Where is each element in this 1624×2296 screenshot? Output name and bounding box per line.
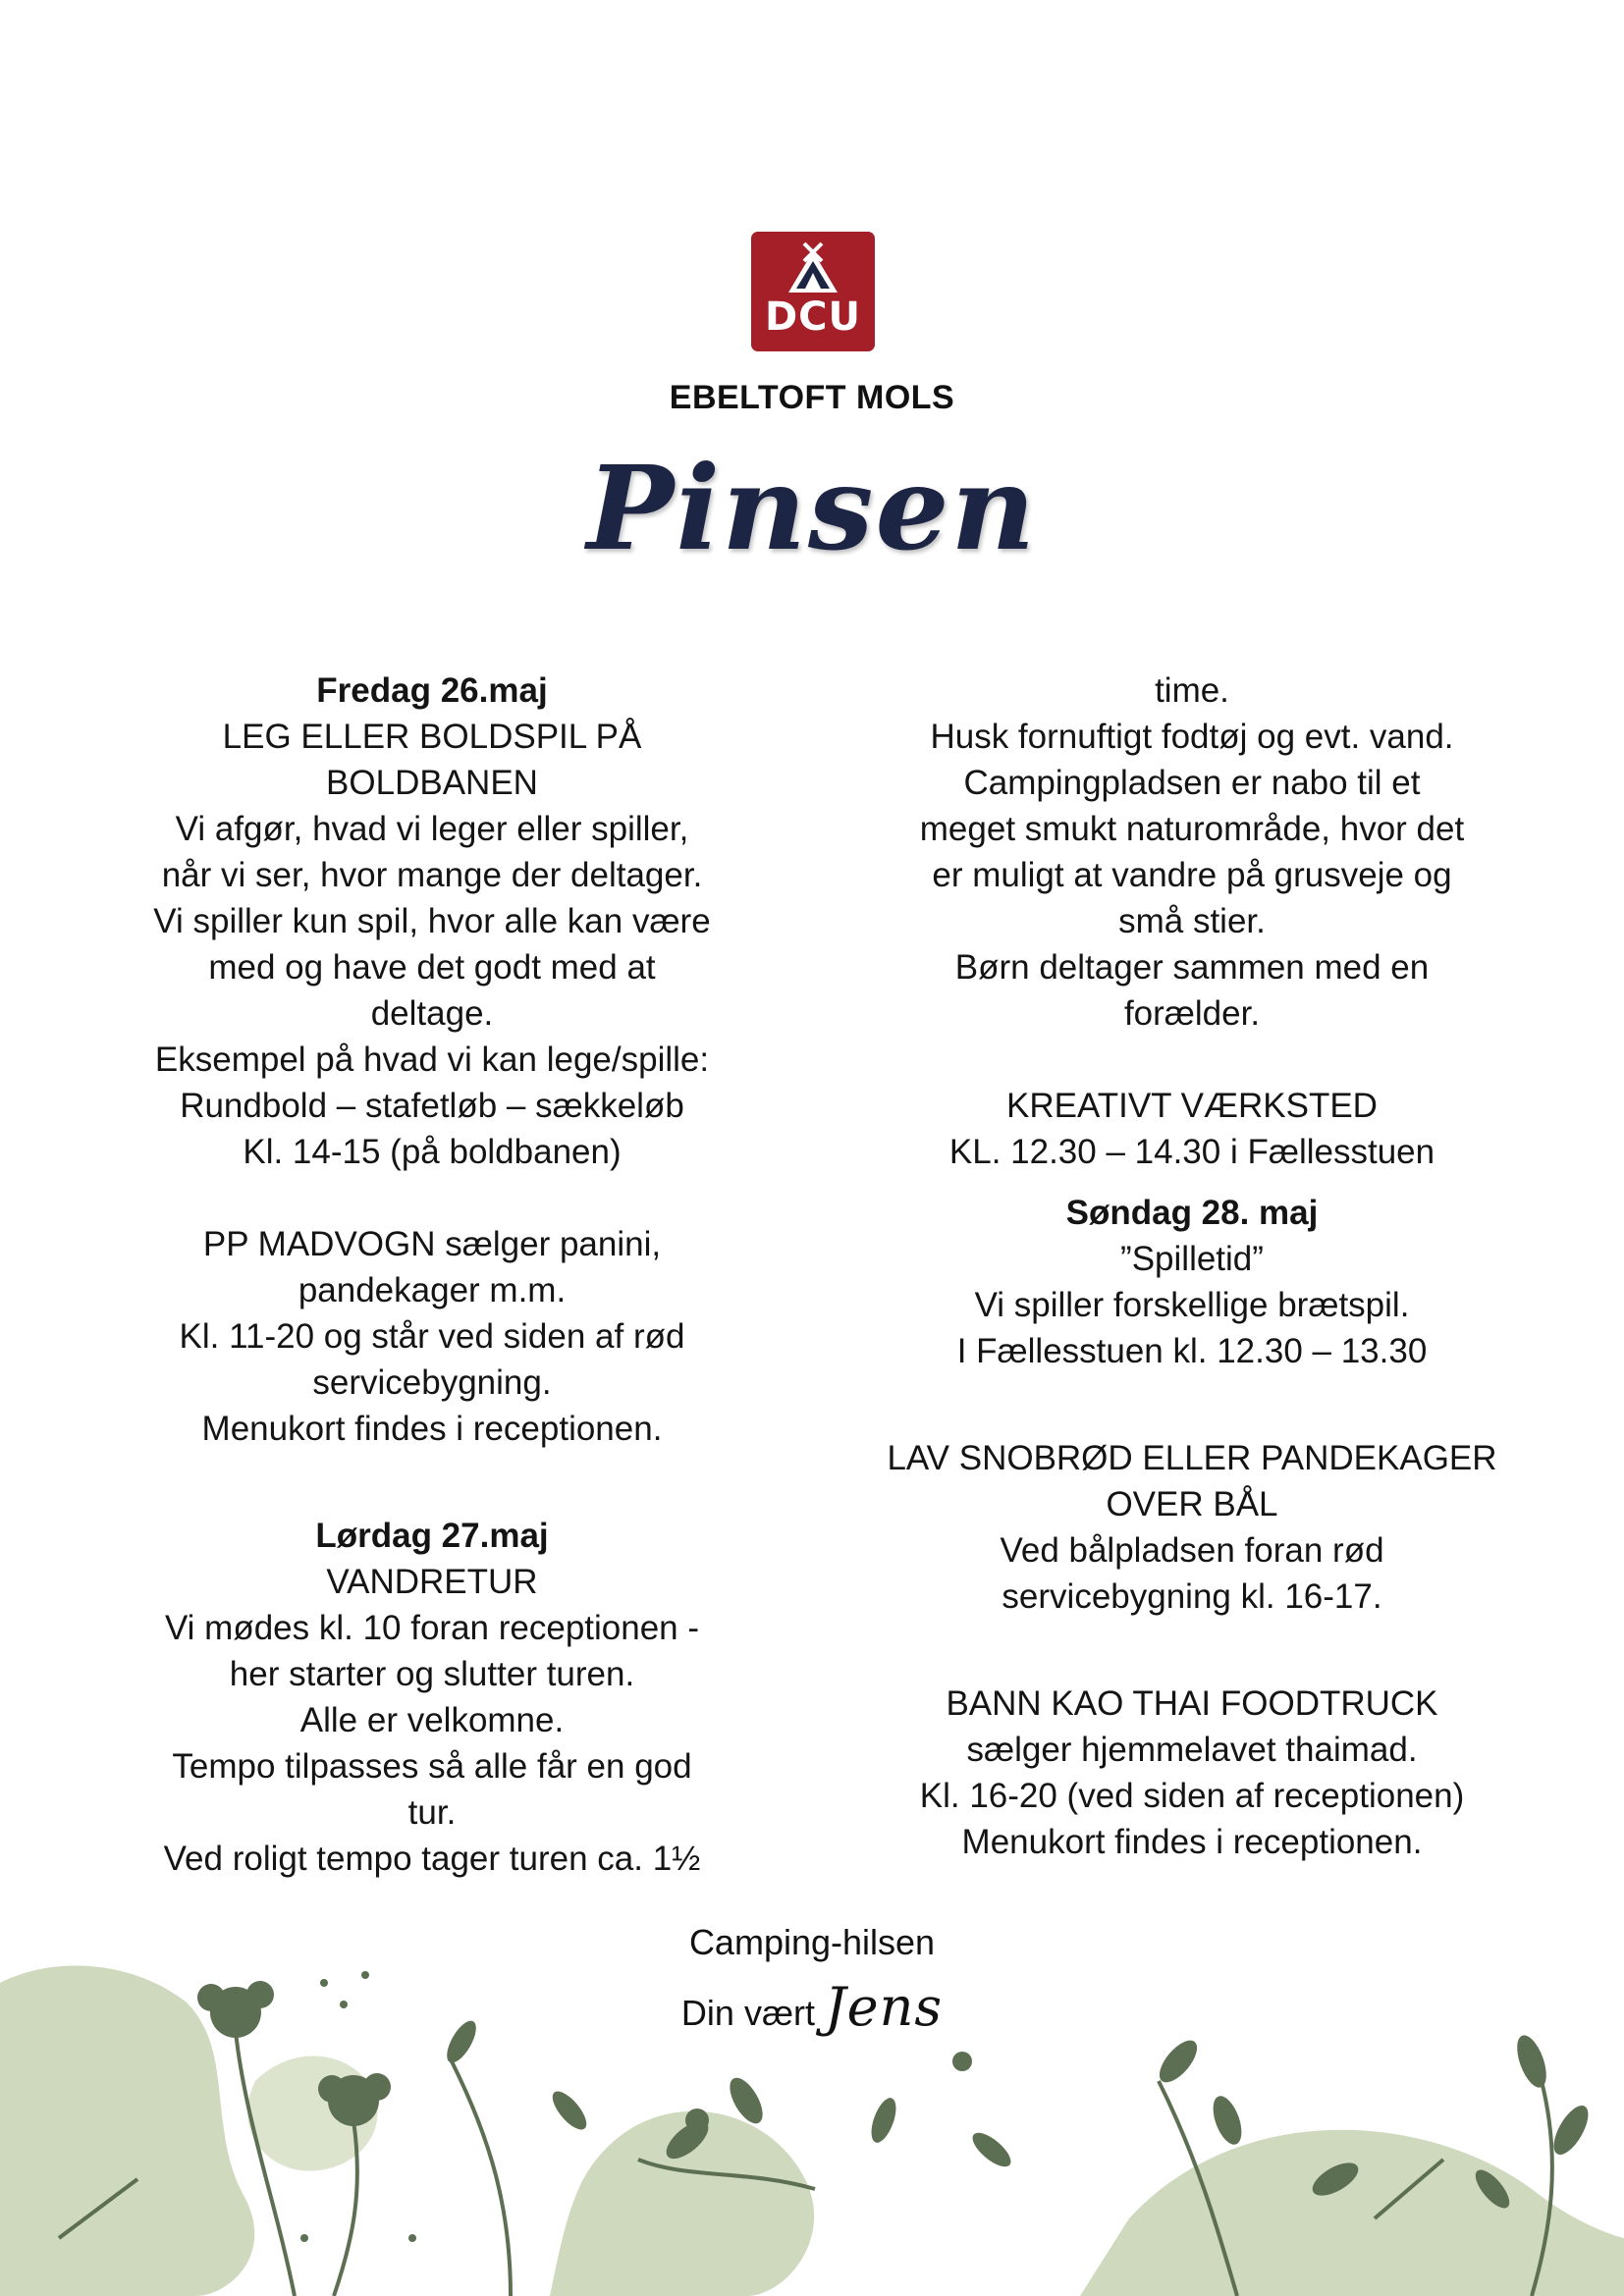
friday-line: LEG ELLER BOLDSPIL PÅ xyxy=(222,718,642,756)
friday-line: Eksempel på hvad vi kan lege/spille: xyxy=(154,1041,710,1079)
snobrod-line: Ved bålpladsen foran rød xyxy=(1000,1531,1384,1570)
saturday-line: her starter og slutter turen. xyxy=(229,1655,635,1693)
sunday-line: I Fællesstuen kl. 12.30 – 13.30 xyxy=(956,1332,1428,1370)
friday-line: deltage. xyxy=(370,994,494,1033)
madvogn-line: pandekager m.m. xyxy=(298,1271,567,1309)
page-title: Pinsen xyxy=(586,440,1038,576)
logo-text: DCU xyxy=(764,294,862,340)
walk-line: meget smukt naturområde, hvor det xyxy=(919,810,1465,848)
walk-line: forælder. xyxy=(1123,994,1261,1033)
saturday-line: tur. xyxy=(407,1793,457,1832)
friday-line: Vi afgør, hvad vi leger eller spiller, xyxy=(175,810,689,848)
saturday-heading: Lørdag 27.maj xyxy=(315,1517,549,1555)
walk-line: små stier. xyxy=(1118,902,1266,940)
saturday-line: Ved roligt tempo tager turen ca. 1½ xyxy=(163,1840,701,1878)
madvogn-line: PP MADVOGN sælger panini, xyxy=(202,1225,662,1263)
dcu-logo xyxy=(751,232,875,351)
campsite-name: EBELTOFT MOLS xyxy=(669,379,955,416)
closing xyxy=(0,1918,1624,2038)
thai-line: Menukort findes i receptionen. xyxy=(961,1823,1423,1861)
friday-line: med og have det godt med at xyxy=(208,948,656,987)
host-signature: Jens xyxy=(824,1976,944,2038)
saturday-line: VANDRETUR xyxy=(326,1563,538,1601)
saturday-line: Tempo tilpasses så alle får en god xyxy=(172,1747,692,1786)
friday-line: Vi spiller kun spil, hvor alle kan være xyxy=(153,902,711,940)
friday-line: Rundbold – stafetløb – sækkeløb xyxy=(180,1087,684,1125)
thai-line: sælger hjemmelavet thaimad. xyxy=(966,1731,1418,1769)
kreativt-line: KL. 12.30 – 14.30 i Fællesstuen xyxy=(948,1133,1435,1171)
walk-line: time. xyxy=(1155,671,1229,710)
walk-line: Husk fornuftigt fodtøj og evt. vand. xyxy=(930,718,1454,756)
kreativt-line: KREATIVT VÆRKSTED xyxy=(1006,1087,1378,1125)
walk-line: er muligt at vandre på grusveje og xyxy=(932,856,1452,894)
saturday-line: Alle er velkomne. xyxy=(299,1701,565,1739)
host-prefix: Din vært xyxy=(680,1993,815,2033)
saturday-line: Vi mødes kl. 10 foran receptionen - xyxy=(164,1609,700,1647)
thai-line: Kl. 16-20 (ved siden af receptionen) xyxy=(919,1777,1465,1815)
friday-line: når vi ser, hvor mange der deltager. xyxy=(161,856,703,894)
sunday-line: ”Spilletid” xyxy=(1120,1240,1264,1278)
madvogn-line: Kl. 11-20 og står ved siden af rød xyxy=(179,1317,685,1356)
madvogn-line: Menukort findes i receptionen. xyxy=(201,1410,663,1448)
snobrod-line: LAV SNOBRØD ELLER PANDEKAGER xyxy=(887,1439,1497,1477)
sunday-line: Vi spiller forskellige brætspil. xyxy=(974,1286,1410,1324)
madvogn-line: servicebygning. xyxy=(312,1363,552,1402)
greeting: Camping-hilsen xyxy=(688,1922,936,1962)
thai-line: BANN KAO THAI FOODTRUCK xyxy=(946,1684,1438,1723)
sunday-heading: Søndag 28. maj xyxy=(1065,1194,1319,1232)
friday-line: BOLDBANEN xyxy=(326,764,538,802)
snobrod-line: OVER BÅL xyxy=(1106,1485,1278,1523)
walk-line: Campingpladsen er nabo til et xyxy=(963,764,1421,802)
friday-heading: Fredag 26.maj xyxy=(316,671,548,710)
signature-line xyxy=(0,1976,1624,2038)
walk-line: Børn deltager sammen med en xyxy=(954,948,1430,987)
right-column xyxy=(846,667,1538,1865)
left-column xyxy=(90,667,774,1882)
friday-line: Kl. 14-15 (på boldbanen) xyxy=(243,1133,622,1171)
snobrod-line: servicebygning kl. 16-17. xyxy=(1001,1577,1382,1616)
